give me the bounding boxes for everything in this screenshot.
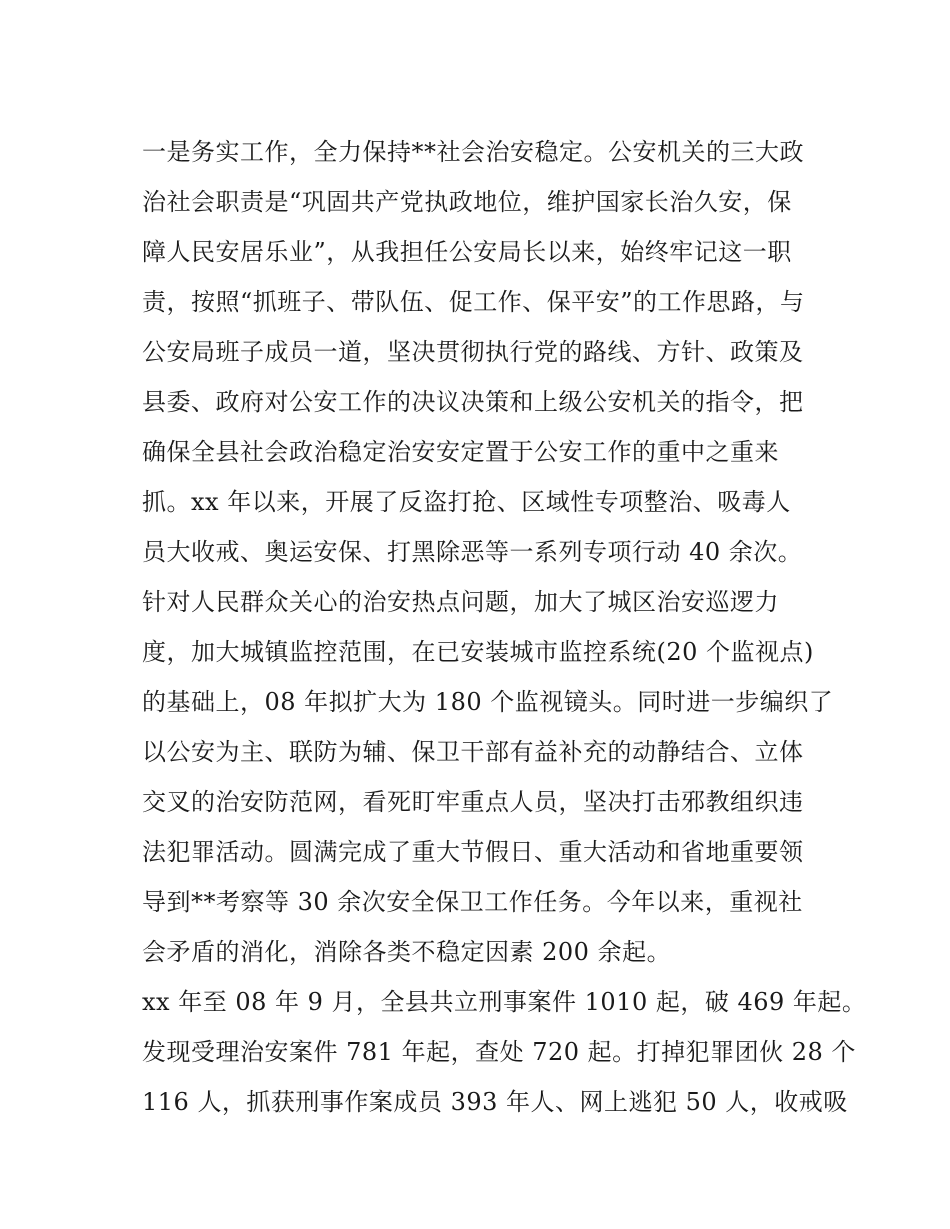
text-line: 一是务实工作，全力保持**社会治安稳定。公安机关的三大政 bbox=[142, 138, 804, 166]
text-line: 员大收戒、奥运安保、打黑除恶等一系列专项行动 40 余次。 bbox=[142, 538, 803, 566]
text-line: 障人民安居乐业”，从我担任公安局长以来，始终牢记这一职 bbox=[142, 238, 792, 266]
text-line: 治社会职责是“巩固共产党执政地位，维护国家长治久安，保 bbox=[142, 188, 792, 216]
text-line: 发现受理治安案件 781 年起，查处 720 起。打掉犯罪团伙 28 个 bbox=[142, 1038, 856, 1066]
text-line: 法犯罪活动。圆满完成了重大节假日、重大活动和省地重要领 bbox=[142, 838, 804, 866]
text-line: 县委、政府对公安工作的决议决策和上级公安机关的指令，把 bbox=[142, 388, 804, 416]
text-line: 公安局班子成员一道，坚决贯彻执行党的路线、方针、政策及 bbox=[142, 338, 804, 366]
text-line: 度，加大城镇监控范围，在已安装城市监控系统(20 个监视点) bbox=[142, 638, 814, 666]
text-line: xx 年至 08 年 9 月，全县共立刑事案件 1010 起，破 469 年起。 bbox=[142, 988, 867, 1016]
text-line: 交叉的治安防范网，看死盯牢重点人员，坚决打击邪教组织违 bbox=[142, 788, 804, 816]
text-line: 以公安为主、联防为辅、保卫干部有益补充的动静结合、立体 bbox=[142, 738, 804, 766]
text-line: 会矛盾的消化，消除各类不稳定因素 200 余起。 bbox=[142, 938, 672, 966]
text-line: 116 人，抓获刑事作案成员 393 年人、网上逃犯 50 人，收戒吸 bbox=[142, 1088, 848, 1116]
text-line: 责，按照“抓班子、带队伍、促工作、保平安”的工作思路，与 bbox=[142, 288, 805, 316]
text-line: 抓。xx 年以来，开展了反盗打抢、区域性专项整治、吸毒人 bbox=[142, 488, 791, 516]
text-line: 导到**考察等 30 余次安全保卫工作任务。今年以来，重视社 bbox=[142, 888, 803, 916]
text-line: 针对人民群众关心的治安热点问题，加大了城区治安巡逻力 bbox=[142, 588, 779, 616]
text-line: 确保全县社会政治稳定治安安定置于公安工作的重中之重来 bbox=[142, 438, 779, 466]
text-line: 的基础上，08 年拟扩大为 180 个监视镜头。同时进一步编织了 bbox=[142, 688, 834, 716]
